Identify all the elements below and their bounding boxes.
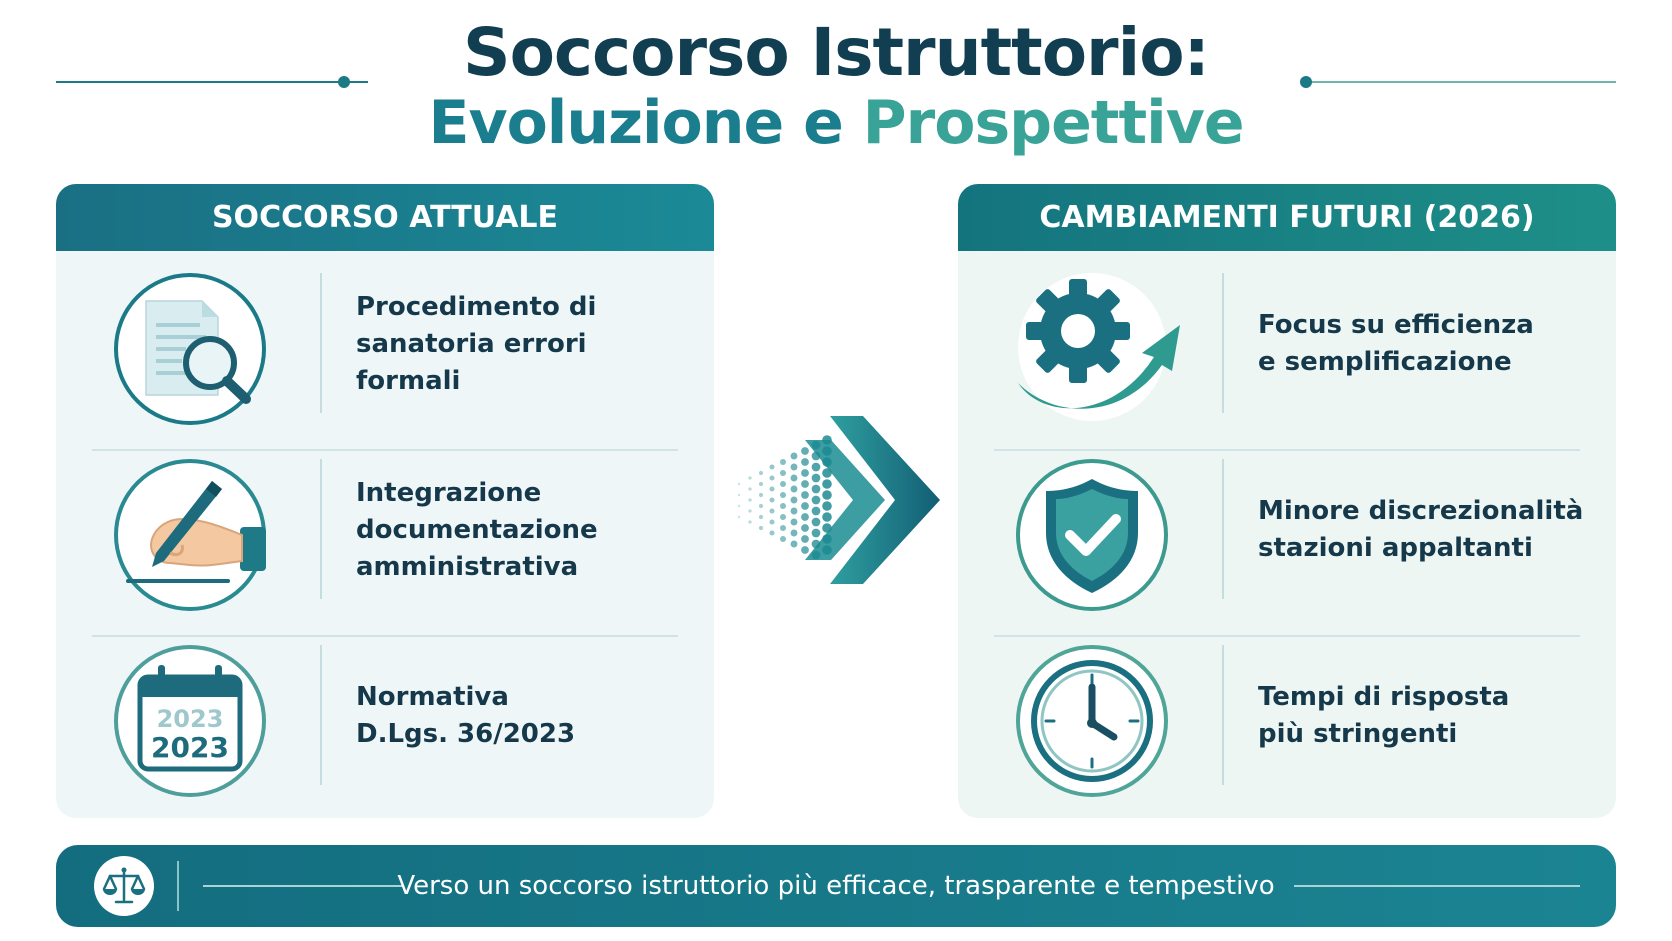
subtitle-part-2: Prospettive <box>862 88 1244 158</box>
future-panel-header: CAMBIAMENTI FUTURI (2026) <box>958 184 1616 251</box>
current-item-2-text <box>356 437 696 623</box>
current-item-3-text <box>356 623 696 809</box>
current-item-3 <box>56 623 714 809</box>
chevron-right-icon <box>735 410 945 590</box>
future-panel <box>958 184 1616 818</box>
current-item-1 <box>56 251 714 437</box>
row-divider <box>1222 273 1224 413</box>
current-panel-header: SOCCORSO ATTUALE <box>56 184 714 251</box>
text-line: Integrazione <box>356 477 542 508</box>
text-line: Normativa <box>356 682 509 712</box>
footer-text: Verso un soccorso istruttorio più efficace, trasparente e tempestivo <box>397 871 1275 901</box>
future-item-2 <box>958 437 1616 623</box>
text-line: amministrativa <box>356 551 579 582</box>
text-line: e semplificazione <box>1258 347 1512 377</box>
text-line: Minore discrezionalità <box>1258 496 1584 526</box>
current-panel <box>56 184 714 818</box>
text-line: sanatoria errori formali <box>356 328 587 396</box>
calendar-faded-year: 2023 <box>156 705 224 733</box>
row-divider <box>1222 645 1224 785</box>
shield-check-icon <box>1014 457 1170 613</box>
text-line: Focus su efficienza <box>1258 310 1534 340</box>
future-item-2-text <box>1258 437 1598 623</box>
row-divider <box>1222 459 1224 599</box>
document-search-icon <box>112 271 268 427</box>
gear-arrow-icon <box>1014 271 1170 427</box>
footer-banner <box>56 845 1616 927</box>
calendar-year: 2023 <box>151 731 229 764</box>
hand-pen-icon <box>112 457 268 613</box>
page-title: Soccorso Istruttorio: <box>463 14 1209 91</box>
text-line: D.Lgs. 36/2023 <box>356 719 576 749</box>
clock-icon <box>1014 643 1170 799</box>
text-line: più stringenti <box>1258 719 1458 749</box>
page-subtitle <box>0 88 1672 158</box>
future-item-3 <box>958 623 1616 809</box>
text-line: stazioni appaltanti <box>1258 533 1533 563</box>
row-divider <box>320 645 322 785</box>
current-item-1-text <box>356 251 696 437</box>
text-line: Procedimento di <box>356 291 597 322</box>
future-item-3-text <box>1258 623 1598 809</box>
current-item-2 <box>56 437 714 623</box>
row-divider <box>320 273 322 413</box>
future-item-1-text <box>1258 251 1598 437</box>
subtitle-part-1: Evoluzione e <box>428 88 863 158</box>
future-item-1 <box>958 251 1616 437</box>
calendar-icon <box>112 643 268 799</box>
row-divider <box>320 459 322 599</box>
text-line: Tempi di risposta <box>1258 682 1510 712</box>
text-line: documentazione <box>356 514 598 545</box>
